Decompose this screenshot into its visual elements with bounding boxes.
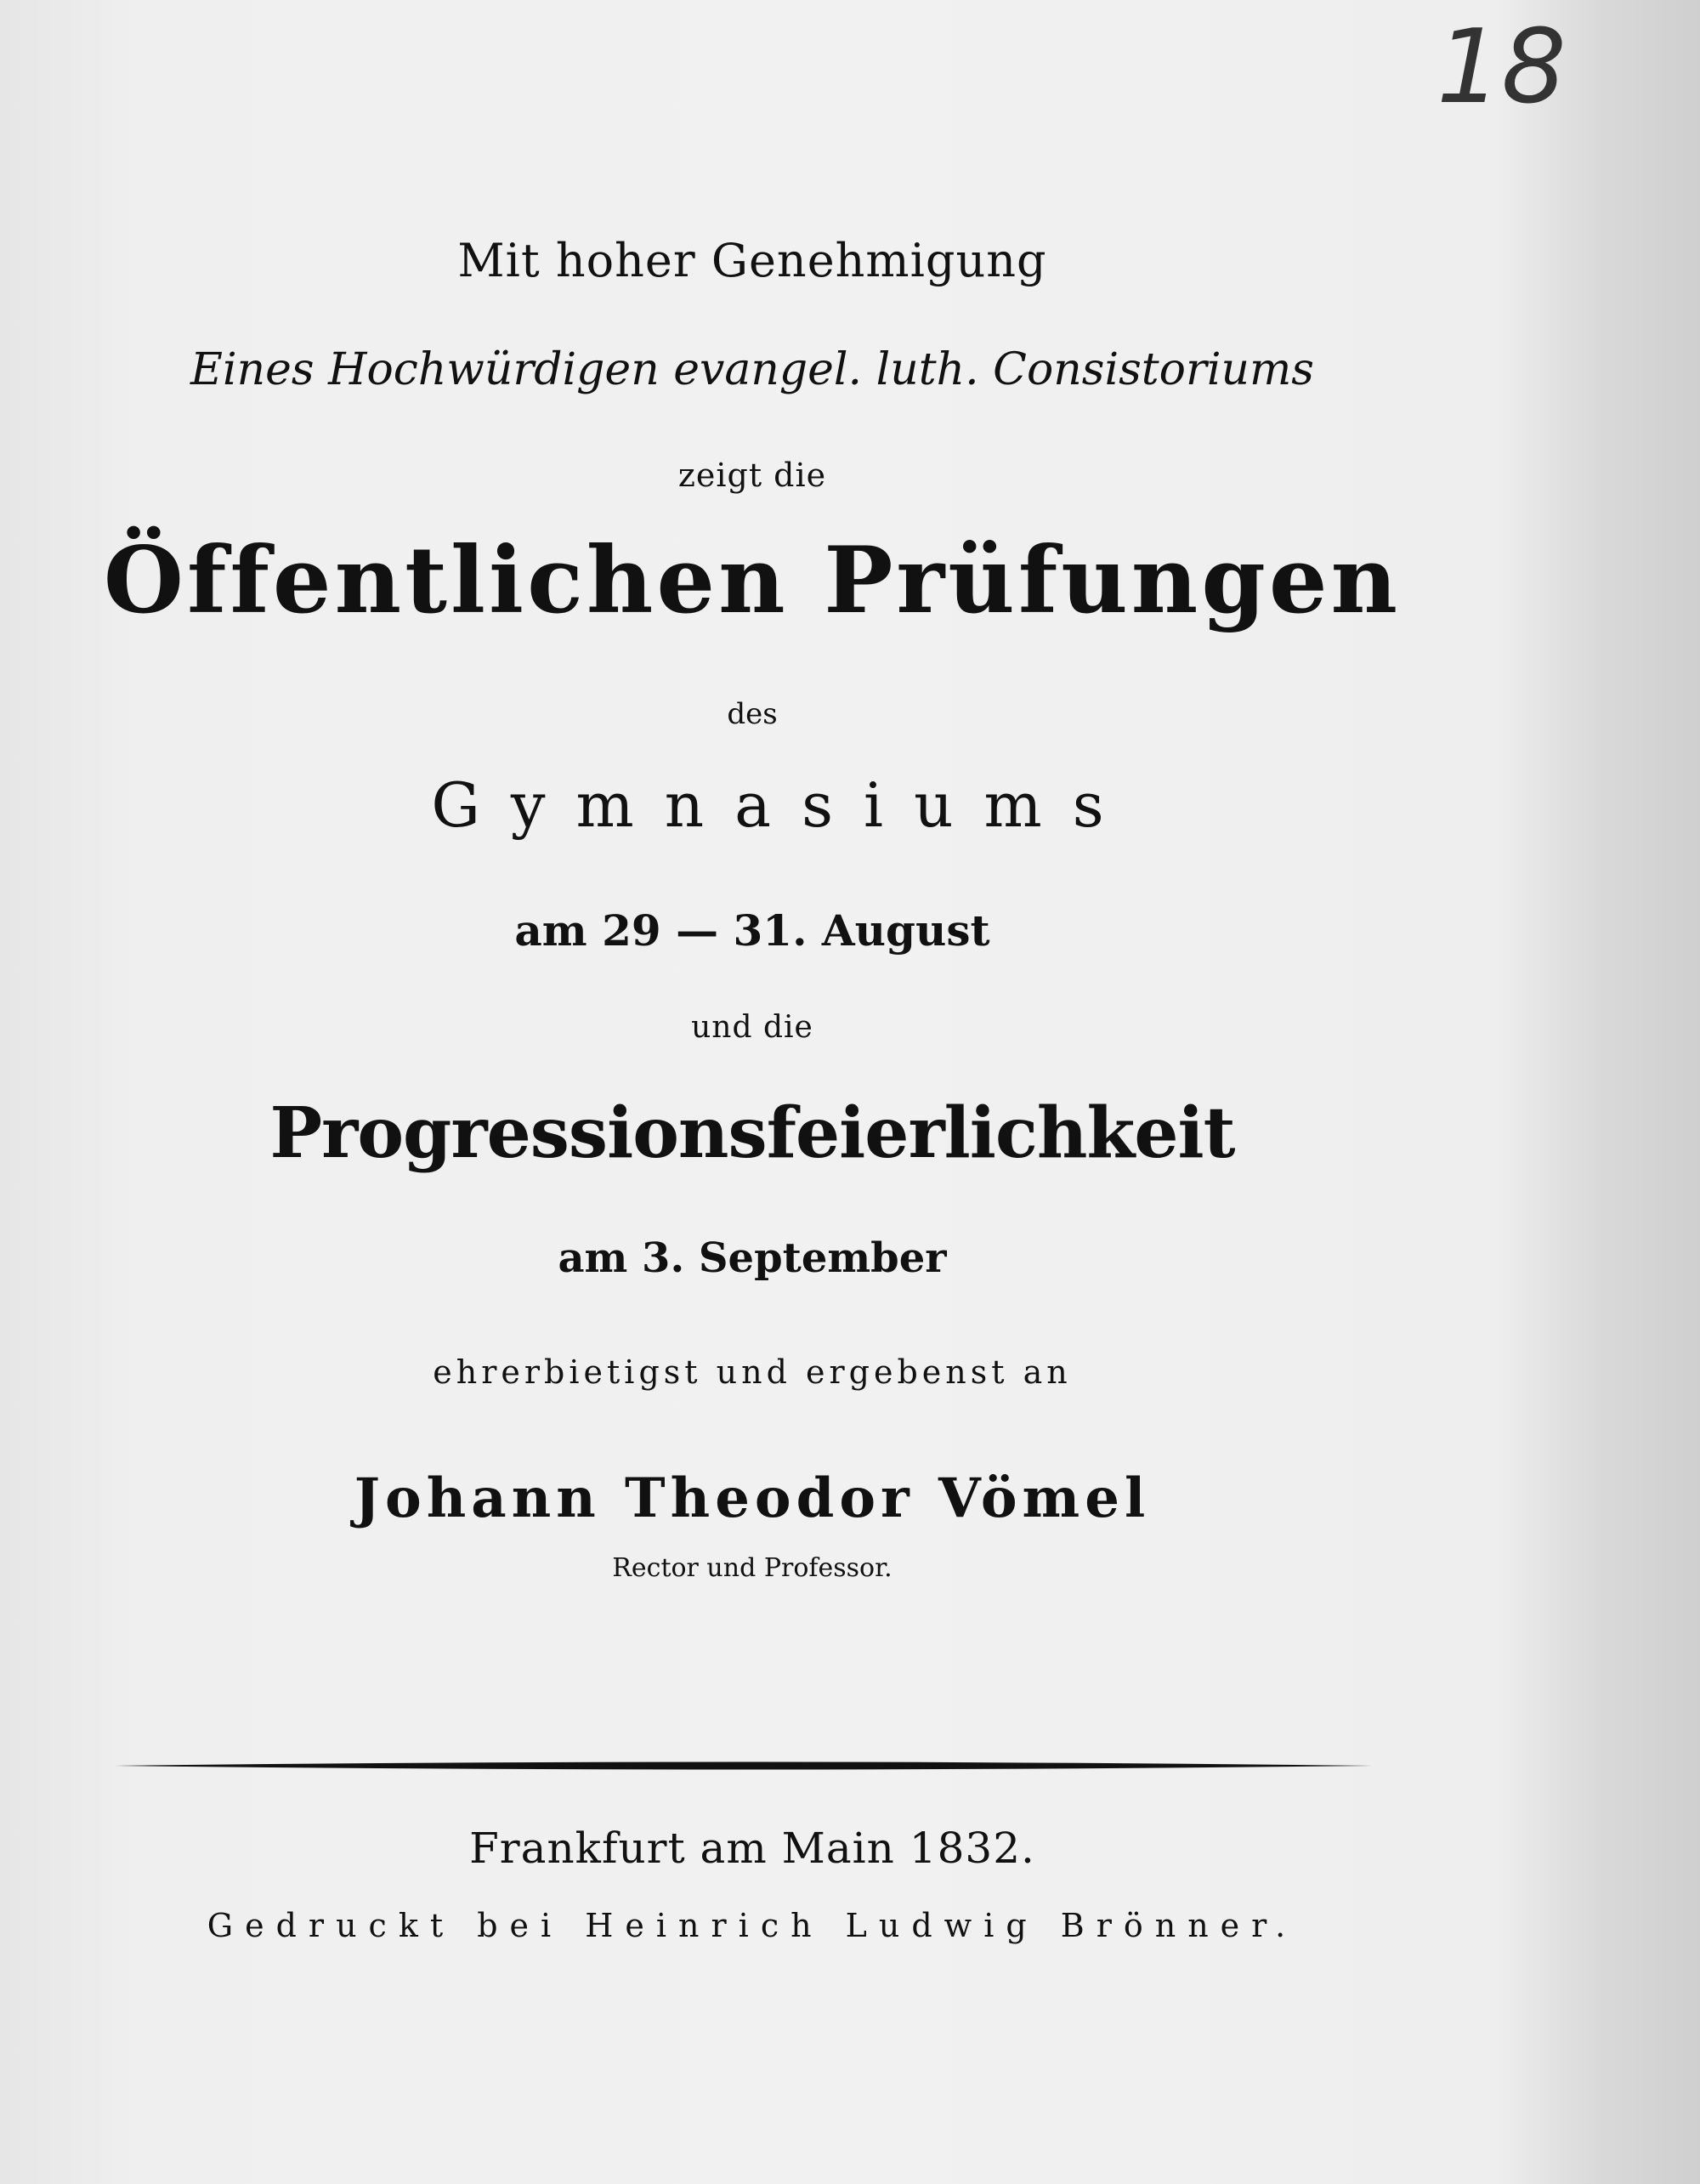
ceremony-title: Progressionsfeierlichkeit	[269, 1092, 1235, 1174]
dedication-line: ehrerbietigst und ergebenst an	[433, 1353, 1072, 1391]
conjunction-line: und die	[691, 1010, 813, 1045]
announces-line: zeigt die	[677, 457, 827, 494]
swelled-rule-divider	[115, 1760, 1373, 1772]
handwritten-page-number: 18	[1436, 9, 1567, 127]
imprint-printer: Gedruckt bei Heinrich Ludwig Brönner.	[207, 1907, 1298, 1944]
approval-line: Mit hoher Genehmigung	[457, 234, 1047, 287]
exam-dates: am 29 — 31. August	[514, 905, 990, 956]
main-title: Öffentlichen Prüfungen	[103, 527, 1402, 634]
institution-name: Gymnasiums	[431, 769, 1135, 841]
consistory-line: Eines Hochwürdigen evangel. luth. Consistoriums	[190, 344, 1314, 395]
author-name: Johann Theodor Vömel	[354, 1466, 1151, 1530]
author-title: Rector und Professor.	[612, 1553, 892, 1583]
imprint-place-year: Frankfurt am Main 1832.	[469, 1824, 1035, 1873]
ceremony-date: am 3. September	[558, 1234, 947, 1282]
article-line: des	[727, 697, 778, 731]
